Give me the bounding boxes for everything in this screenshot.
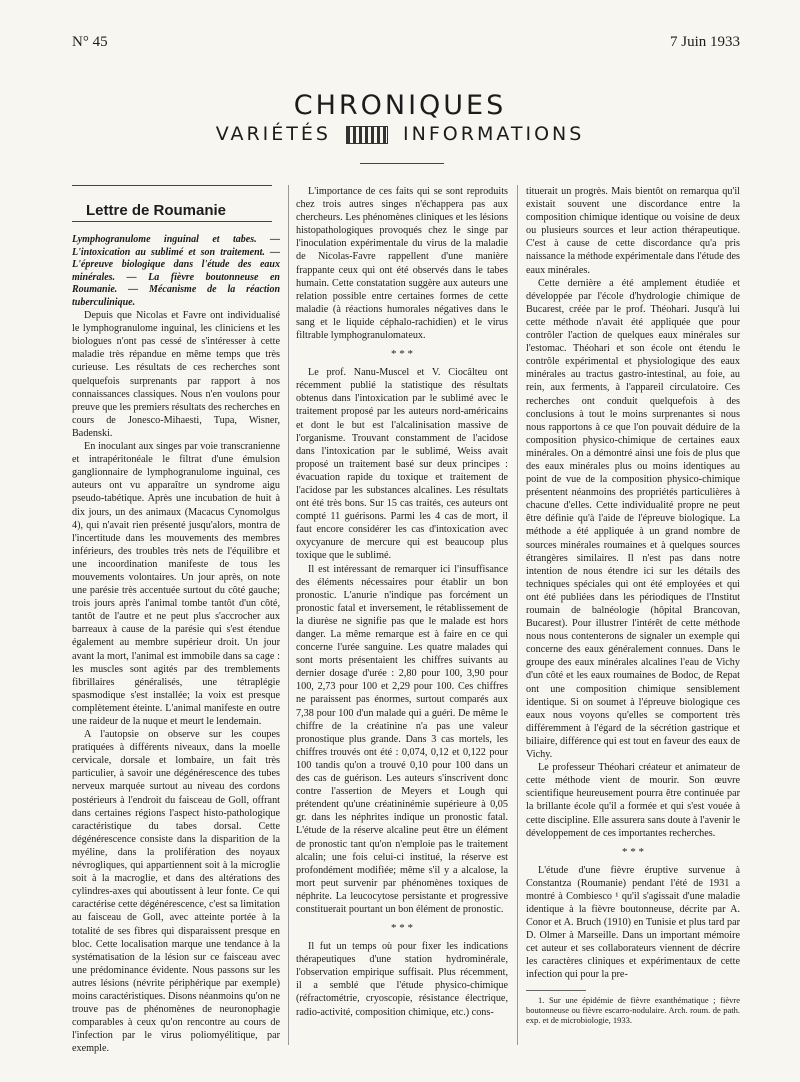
title-divider [360, 163, 444, 164]
section-rule [72, 221, 272, 222]
title-right: INFORMATIONS [403, 123, 585, 145]
paragraph: A l'autopsie on observe sur les coupes pratiquées à différents niveaux, dans la moelle cervicale, dorsale et lombaire, un fait très particulier, à savoir une dégénérescence des tubes nerveux marquée surtout au niveau des cordons postérieurs à l'endroit du faisceau de Goll, offrant dans certaines régions l'aspect histo-pathologique caractéristique du tabes dorsal. Cette dégénérescence consiste dans la disparition de la myéline, dans la prolifération des noyaux névrogliques, qui appartiennent soit à la microglie soit à la macroglie, et dans des altérations des cylindres-axes qui aboutissent à leur fonte. Ce qui caractérise cette dégénérescence, c'est sa limitation au faisceau de Goll, avec atteinte portée à la totalité de ses fibres qui disparaissent presque en bloc. Cette localisation marque une tendance à la systématisation de la lésion sur ce faisceau avec une prédominance évidente. Nous passons sur les autres lésions (névrite périphérique par exemple) moins caractéristiques. Disons néanmoins qu'on ne trouve pas de phénomènes de neuronophagie comparables à ceux qu'on rencontre au cours de l'infection par le virus poliomyélitique, par exemple. [72, 729, 280, 1055]
footnote: 1. Sur une épidémie de fièvre exanthématique ; fièvre boutonneuse ou fièvre escarro-nodulaire. Arch. roum. de path. exp. et de microbiologie, 1933. [526, 994, 740, 1025]
separator: * * * [391, 922, 413, 935]
paragraph: Le prof. Nanu-Muscel et V. Ciocâlteu ont récemment publié la statistique des résultats obtenus dans l'intoxication par le sublimé avec le traitement proposé par les auteurs nord-américains et dont le but est l'alcalinisation massive de l'organisme. Trouvant constamment de l'acidose dans l'intoxication par le sublimé, Weiss avait proposé un traitement basé sur deux principes : évacuation rapide du toxique et traitement de l'acidose par les substances alcalines. Les résultats ont été très bons. Sur 15 cas traités, ces auteurs ont compté 11 guérisons. Parmi les 4 cas de mort, il faut encore considérer les cas d'intoxication avec oxycyanure de mercure qui est beaucoup plus toxique que le sublimé. [296, 367, 508, 562]
separator: * * * [391, 348, 413, 361]
separator: * * * [622, 845, 644, 858]
paragraph: L'étude d'une fièvre éruptive survenue à Constantza (Roumanie) pendant l'été de 1931 a montré à Combiesco ¹ qu'il s'agissait d'une maladie identique à la fièvre boutonneuse, décrite par A. Conor et A. Bruch (1910) en Tunisie et plus tard par D. Olmer à Marseille. Dans un important mémoire cet auteur et ses collaborateurs viennent de décrire les caractères cliniques et expérimentaux de cette infection qui pour la pre- [526, 864, 740, 981]
page-header [72, 34, 740, 56]
column-1 [72, 185, 280, 1055]
issue-number: N° 45 [72, 34, 108, 50]
paragraph: tituerait un progrès. Mais bientôt on remarqua qu'il existait souvent une discordance entre la composition chimique identique ou voisine de deux ou plusieurs sources et leur action thérapeutique. C'est à cause de cette discordance qu'a pris naissance la méthode expérimentale dans l'étude des eaux minérales. [526, 186, 740, 276]
paragraph: Il est intéressant de remarquer ici l'insuffisance des éléments nécessaires pour établir un bon pronostic. L'anurie n'indique pas forcément un pronostic fatal et inversement, le rétablissement de la diurèse ne signifie pas que le malade est hors danger. La même remarque est à faire en ce qui concerne l'urée sanguine. Les quatre malades qui sont morts présentaient les chiffres suivants au dernier dosage d'urée : 2,80 pour 100, 3,90 pour 100, 2,73 pour 100 et 2,29 pour 100. Ces chiffres ne paraissent pas énormes, surtout comparés aux 7,38 pour 100 d'un malade qui a guéri. De même le chiffre de la créatinine n'a pas une valeur pronostique plus grande. Dans 3 cas mortels, les chiffres trouvés ont été : 0,074, 0,12 et 0,122 pour 100 tandis qu'on a trouvé 0,10 pour 100 dans un des cas de guérison. Les auteurs s'inscrivent donc contre l'assertion de Meyers et Lough qui prétendent qu'une créatininémie supérieure à 0,05 gr. dans les néphrites indique un pronostic fatal. L'étude de la réserve alcaline peut être un élément de pronostic tant qu'on n'emploie pas le traitement alcalin; une fois celui-ci institué, la réserve est profondément modifiée; même s'il y a alcalose, la mort peut survenir par phénomènes toxiques de néphrite. La leucocytose persistante et progressive constituerait pourtant un bon élément de pronostic. [296, 563, 508, 915]
paragraph: L'importance de ces faits qui se sont reproduits chez trois autres singes n'échappera pas aux chercheurs. Les phénomènes cliniques et les lésions histopathologiques provoqués chez le singe par l'inoculation expérimentale du virus de la maladie de Nicolas-Favre rappellent d'une manière frappante ceux qui ont été observés dans le tabes humain. Cette constatation suggère aux auteurs une relation possible entre certaines formes de cette maladie (à réactions humorales négatives dans le sang et le liquide céphalo-rachidien) et le virus filtrable lymphogranulomateux. [296, 186, 508, 342]
paragraph: En inoculant aux singes par voie transcranienne et intrapéritonéale le filtrat d'une émulsion ganglionnaire de lymphogranulome inguinal, ces auteurs ont vu apparaître un syndrome aigu pseudo-tabétique. Après une incubation de huit à dix jours, un des animaux (Macacus Cynomolgus 4), qui n'avait rien présenté jusqu'alors, montra de l'incertitude dans les mouvements des membres inférieurs, des troubles très nets de l'équilibre et une incoordination manifeste de tous les mouvements volontaires. Un jour après, on note une parésie très accentuée surtout du côté gauche; trois jours après l'animal tombe tantôt d'un côté, tantôt de l'autre et ne peut plus s'accrocher aux barreaux à cause de la parésie qui s'est étendue également au membre supérieur droit. Un jour avant la mort, l'animal est immobile dans sa cage : les muscles sont agités par des tremblements fibrillaires généralisés, une tétraplégie spasmodique s'est installée; la voix est presque complètement éteinte. L'animal manifeste en outre une raideur de la nuque et meurt le lendemain. [72, 441, 280, 727]
section-title: Lettre de Roumanie [86, 202, 227, 219]
ornament-icon [346, 126, 388, 144]
title-line2 [0, 123, 800, 145]
section-rule [72, 185, 272, 186]
column-divider [517, 185, 518, 1045]
issue-date: 7 Juin 1933 [669, 34, 740, 50]
paragraph: Il fut un temps où pour fixer les indications thérapeutiques d'une station hydrominérale, l'observation empirique suffisait. Plus récemment, il a semblé que l'étude physico-chimique (réfractométrie, cryoscopie, résistance électrique, radio-activité, composition chimique, etc.) cons- [296, 941, 508, 1018]
paragraph: Cette dernière a été amplement étudiée et développée par l'école d'hydrologie chimique de Bucarest, créée par le prof. Théohari. Jusqu'à lui cette méthode n'avait été appliquée que pour contrôler l'action de quelques eaux minérales sur l'estomac. Théohari et son école ont étendu le contrôle expérimental et physiologique des eaux minérales au tractus gastro-intestinal, au foie, au rein, aux ferments, à l'appareil circulatoire. Ces recherches ont conduit quelquefois à des conclusions à tout le moins surprenantes si nous nous rapportons à ce que l'on pouvait déduire de la composition physico-chimique de certaines eaux minérales. On a démontré ainsi une fois de plus que des eaux minérales plus ou moins identiques au point de vue de la composition physico-chimique présentent néanmoins des propriétés particulières à chacune d'elles. Cette individualité propre ne peut être définie qu'à l'aide de l'épreuve biologique. La méthode a été appliquée à un grand nombre de sources minérales roumaines et à quelques sources étrangères similaires. Il n'est pas dans notre intention de nous étendre ici sur les détails des techniques spéciales qui ont été employées et qui ont été publiées dans les périodiques de l'Institut roumain de balnéologie (hôpital Brancovan, Bucarest). Pour illustrer l'intérêt de cette méthode nous nous contenterons de signaler un exemple qui concerne des eaux généralement connues. Dans le groupe des eaux minérales alcalines l'eau de Vichy d'un côté et les eaux roumaines de Bodoc, de Repat ont une composition chimique sensiblement identique. Si on soumet à l'épreuve biologique ces eaux nous voyons qu'elles se comportent très différemment à l'égard de la sécrétion gastrique et biliaire, différence qui est tout en faveur des eaux de Vichy. [526, 277, 740, 761]
title-left: VARIÉTÉS [215, 123, 331, 145]
title-line1: CHRONIQUES [293, 90, 507, 121]
column-divider [288, 185, 289, 1045]
column-3 [526, 185, 740, 1025]
chronicle-title [0, 90, 800, 145]
paragraph: Le professeur Théohari créateur et animateur de cette méthode vient de mourir. Son œuvre scientifique heureusement pourra être continuée par la brillante école qu'il a formée et qui s'est vouée à cette discipline. Elle assurera sans doute à l'avenir le développement de ces importantes recherches. [526, 762, 740, 839]
column-2 [296, 185, 508, 1019]
paragraph: Depuis que Nicolas et Favre ont individualisé le lymphogranulome inguinal, les cliniciens et les biologues n'ont pas cessé de s'intéresser à cette maladie très répandue en même temps que très curieuse. Les résultats de ces recherches sont quelquefois surprenants par rapport à nos connaissances classiques. Nous n'en voulons pour preuve que les premiers résultats des recherches en cours de Jonesco-Mihaesti, Tupa, Wisner, Badenski. [72, 310, 280, 439]
footnote-rule [526, 990, 586, 991]
section-summary: Lymphogranulome inguinal et tabes. — L'intoxication au sublimé et son traitement. — L'épreuve biologique dans l'étude des eaux minérales. — La fièvre boutonneuse en Roumanie. — Mécanisme de la réaction tuberculinique. [72, 234, 280, 308]
